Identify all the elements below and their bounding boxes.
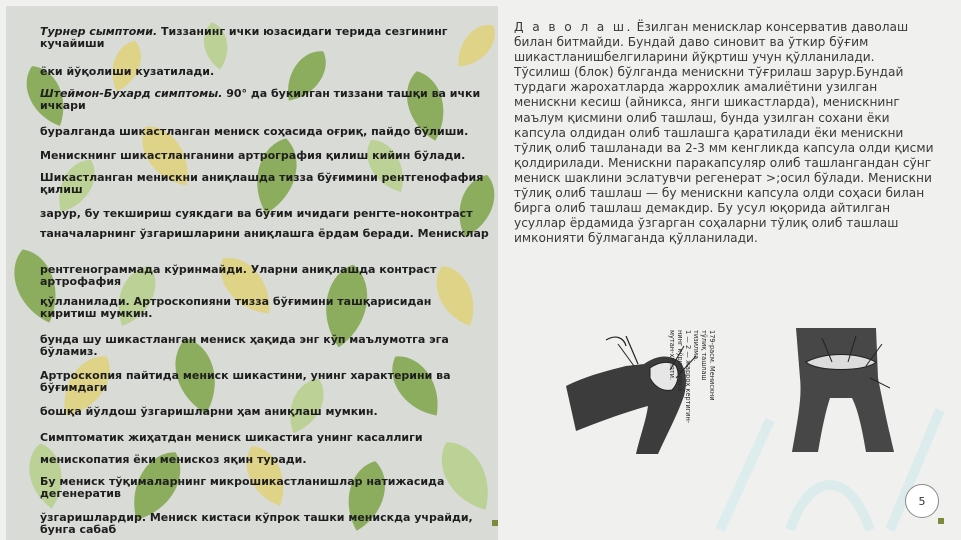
left-text-line — [40, 208, 490, 220]
left-text-line — [40, 172, 490, 196]
line-text: Шикастланган менискни аниқлашда тизза бўғимини рентгенофафия қилиш — [40, 171, 484, 196]
accent-square — [938, 518, 944, 524]
line-text: буралганда шикастланган мениск соҳасида оғриқ, пайдо бўлиши. — [40, 125, 469, 138]
right-text-block — [514, 20, 934, 246]
line-text: ичкари — [40, 99, 86, 112]
caption-line: тизилма. — [692, 330, 700, 362]
left-text-line — [40, 512, 490, 536]
caption-line: мутан-хиляти. — [668, 330, 676, 381]
page-number: 5 — [905, 484, 939, 518]
watermark-decoration — [640, 390, 960, 540]
caption-line: 1 — 2 — жарроҳ кертигин- — [684, 330, 692, 424]
left-text-line — [40, 100, 490, 112]
line-text: Менискнинг шикастланганини артрография қилиш кийин бўлади. — [40, 149, 466, 162]
left-text-line — [40, 66, 490, 78]
line-text: қўлланилади. Артроскопияни тизза бўғимини ташқарисидан киритиш мумкин. — [40, 295, 432, 320]
left-text-line — [40, 432, 490, 444]
left-text-line — [40, 406, 490, 418]
line-text: Артроскопия пайтида мениск шикастини, унинг характерини ва бўғимдаги — [40, 369, 451, 394]
caption-line: тўлиқ ташлаш — [700, 330, 708, 381]
accent-square-left — [492, 520, 498, 526]
left-text-line — [40, 334, 490, 358]
line-text: рентгенограммада кўринмайди. Уларни аниқлашда контраст артрофафия — [40, 263, 437, 288]
left-text-line — [40, 88, 490, 100]
line-text: зарур, бу текшириш суякдаги ва бўғим ичидаги ренгте-ноконтраст — [40, 207, 473, 220]
line-text: ёки йўқолиши кузатилади. — [40, 65, 215, 78]
left-text-line — [40, 370, 490, 394]
treatment-body: Ёзилган менисклар консерватив даволаш билан битмайди. Бундай даво синовит ва ўткир бўғим шикастланишбелгиларини йўқртиш учун қўлланилади. Тўсилиш (блок) бўлганда менискни тўғрилаш зарур.Бундай турдаги жарохатларда жаррохлик амалиётини узилган менискни кесиш (айникса, янги шикастларда), менискнинг маълум қисмини олиб ташлаш, бунда узилган сохани ёки капсула олдидан олиб ташлашга қаратилади ёки менискни тўлиқ олиб ташланади ва 2-3 мм кенгликда капсула олди қисми қолдирилади. Менискни паракапсуляр олиб ташлангандан сўнг мениск шаклини эслатувчи регенерат >;осил бўлади. Менискни тўлиқ олиб ташлаш — бу менискни капсула олди соҳаси билан бирга олиб ташлаш демакдир. Бу усул юқорида айтилган усуллар ёрдамида ўзгарган соҳаларни тўлиқ олиб ташлаш имконияти бўлмаганда қўлланилади. — [514, 20, 934, 246]
line-text: ўзгаришлардир. Мениск кистаси кўпрок ташки менискда учрайди, бунга сабаб — [40, 511, 473, 536]
line-text: бунда шу шикастланган мениск ҳақида энг кўп маълумотга эга бўламиз. — [40, 333, 449, 358]
line-text: Бу мениск тўқималарнинг микрошикастланишлар натижасида дегенератив — [40, 475, 445, 500]
line-text: Тиззанинг ички юзасидаги терида сезгининг кучайиши — [40, 25, 448, 50]
left-text-line — [40, 228, 490, 240]
symptom-name: Штеймон-Бухард симптомы. — [40, 87, 223, 100]
left-text-line — [40, 476, 490, 500]
left-text-line — [40, 264, 490, 288]
left-text-line — [40, 454, 490, 466]
caption-line: 179-расм. Менискни — [708, 330, 716, 401]
left-text-line — [40, 150, 490, 162]
symptom-name: Турнер сымптоми. — [40, 25, 158, 38]
line-text: 90° да букилган тиззани ташқи ва ички — [222, 87, 481, 100]
line-text: менископатия ёки менискоз яқин туради. — [40, 453, 307, 466]
line-text: таначаларнинг ўзгаришларини аниқлашга ёрдам беради. Мениcклар — [40, 227, 489, 240]
left-panel — [6, 6, 498, 540]
left-text-line — [40, 126, 490, 138]
caption-line: нинг кўринишига — [676, 330, 684, 392]
line-text: бошқа йўлдош ўзгаришларни ҳам аниқлаш мумкин. — [40, 405, 378, 418]
line-text: Симптоматик жиҳатдан мениск шикастига унинг касаллиги — [40, 431, 423, 444]
treatment-heading: Д а в о л а ш. — [514, 20, 633, 34]
left-text-line — [40, 26, 490, 50]
left-text-line — [40, 296, 490, 320]
